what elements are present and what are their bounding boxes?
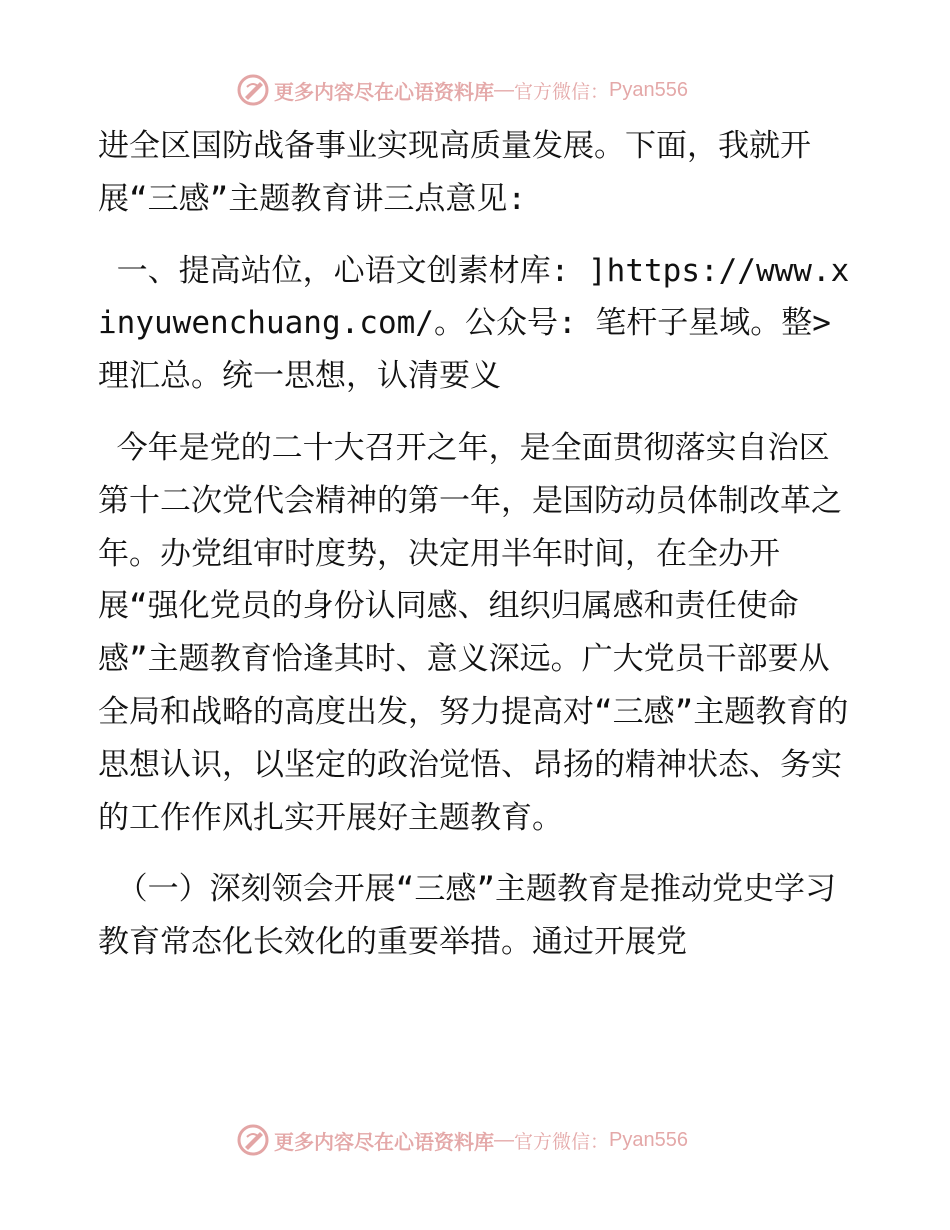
watermark-title: 更多内容尽在心语资料库	[274, 79, 494, 104]
watermark-dash: —	[494, 78, 514, 101]
brand-logo-icon	[236, 73, 270, 107]
heading-subsection-one: （一）深刻领会开展“三感”主题教育是推动党史学习教育常态化长效化的重要举措。通过开展党	[98, 871, 836, 961]
paragraph-intro: 进全区国防战备事业实现高质量发展。下面，我就开展“三感”主题教育讲三点意见:	[98, 128, 811, 217]
watermark-wechat-label: 官方微信：	[514, 1130, 610, 1153]
watermark-dash: —	[494, 1128, 514, 1151]
document-body	[98, 120, 850, 969]
watermark-footer	[236, 1122, 688, 1158]
heading-section-one: 一、提高站位，心语文创素材库: ]https://www.xinyuwenchuang.com/。公众号: 笔杆子星域。整>理汇总。统一思想，认清要义	[98, 252, 850, 395]
watermark-header	[236, 72, 688, 108]
watermark-wechat-id: Pyan556	[609, 1128, 688, 1151]
watermark-title: 更多内容尽在心语资料库	[274, 1129, 494, 1154]
paragraph-background: 今年是党的二十大召开之年，是全面贯彻落实自治区第十二次党代会精神的第一年，是国防动员体制改革之年。办党组审时度势，决定用半年时间，在全办开展“强化党员的身份认同感、组织归属感和责任使命感”主题教育恰逢其时、意义深远。广大党员干部要从全局和战略的高度出发，努力提高对“三感”主题教育的思想认识，以坚定的政治觉悟、昂扬的精神状态、务实的工作作风扎实开展好主题教育。	[98, 429, 849, 836]
watermark-wechat-id: Pyan556	[609, 78, 688, 101]
brand-logo-icon	[236, 1123, 270, 1157]
watermark-wechat-label: 官方微信：	[514, 80, 610, 103]
